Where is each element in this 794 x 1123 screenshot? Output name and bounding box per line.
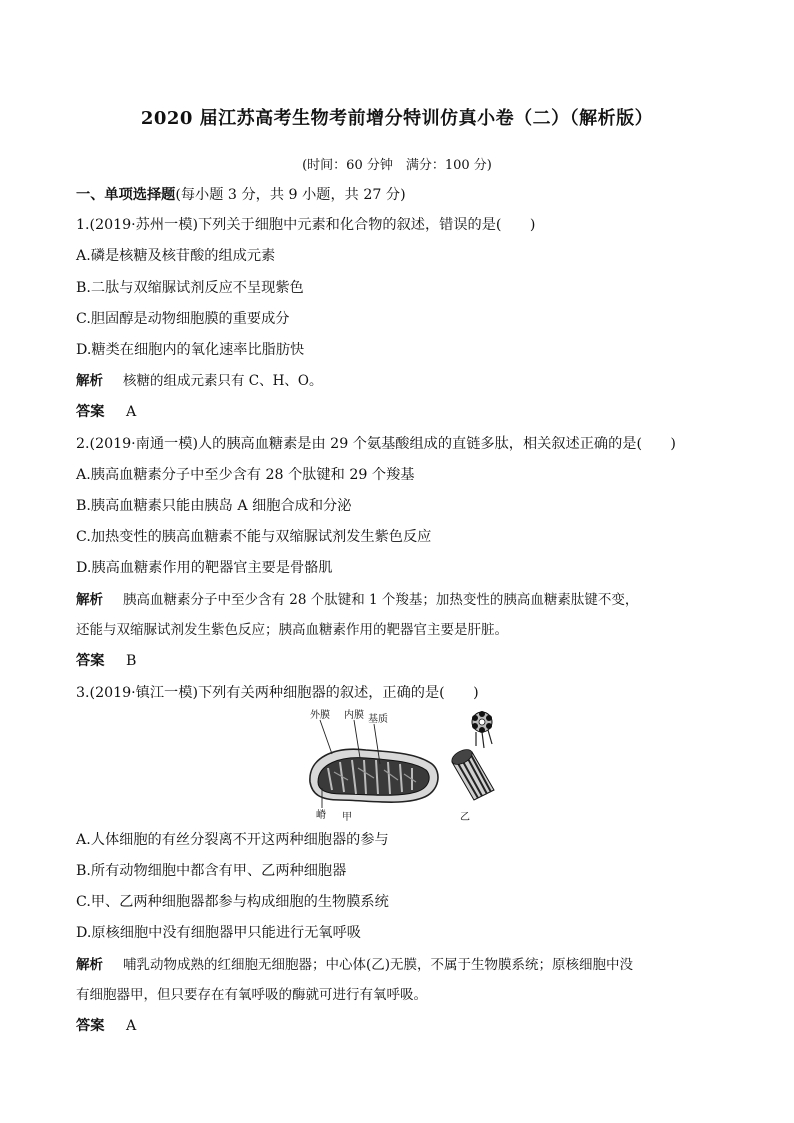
question-1-answer	[76, 402, 136, 422]
answer-label: 答案	[76, 404, 105, 420]
question-3-answer	[76, 1016, 136, 1036]
organelle-figure	[304, 708, 524, 824]
answer-label: 答案	[76, 1018, 105, 1034]
question-2-option-b: B.胰高血糖素只能由胰岛 A 细胞合成和分泌	[76, 498, 352, 514]
centriole-drawing	[449, 711, 494, 800]
question-3-analysis-cont: 有细胞器甲，但只要存在有氧呼吸的酶就可进行有氧呼吸。	[76, 987, 427, 1003]
label-yi: 乙	[460, 812, 470, 823]
label-inner-membrane: 内膜	[344, 710, 364, 721]
label-matrix: 基质	[368, 714, 388, 725]
analysis-label: 解析	[76, 373, 103, 389]
question-3-option-b: B.所有动物细胞中都含有甲、乙两种细胞器	[76, 863, 347, 879]
question-1-option-a: A.磷是核糖及核苷酸的组成元素	[76, 248, 276, 264]
page-title: 2020 届江苏高考生物考前增分特训仿真小卷（二）（解析版）	[140, 108, 654, 129]
question-1-option-d: D.糖类在细胞内的氧化速率比脂肪快	[76, 342, 305, 358]
answer-value: A	[126, 1018, 137, 1034]
question-3-stem: 3.(2019·镇江一模)下列有关两种细胞器的叙述，正确的是( )	[76, 685, 479, 701]
exam-meta: (时间：60 分钟 满分：100 分)	[302, 158, 492, 173]
label-crista: 嵴	[316, 810, 326, 821]
analysis-text: 核糖的组成元素只有 C、H、O。	[123, 373, 323, 389]
question-2-option-a: A.胰高血糖素分子中至少含有 28 个肽键和 29 个羧基	[76, 467, 415, 483]
question-1-stem: 1.(2019·苏州一模)下列关于细胞中元素和化合物的叙述，错误的是( )	[76, 217, 536, 233]
analysis-text: 胰高血糖素分子中至少含有 28 个肽键和 1 个羧基；加热变性的胰高血糖素肽键不变，	[123, 592, 639, 608]
section-title: 一、单项选择题	[76, 187, 176, 203]
question-1-option-c: C.胆固醇是动物细胞膜的重要成分	[76, 311, 290, 327]
label-jia: 甲	[342, 812, 352, 823]
question-2-option-c: C.加热变性的胰高血糖素不能与双缩脲试剂发生紫色反应	[76, 529, 432, 545]
question-1-analysis	[76, 371, 322, 391]
question-2-option-d: D.胰高血糖素作用的靶器官主要是骨骼肌	[76, 560, 333, 576]
question-1-option-b: B.二肽与双缩脲试剂反应不呈现紫色	[76, 280, 304, 296]
answer-value: B	[126, 653, 137, 669]
analysis-text: 哺乳动物成熟的红细胞无细胞器；中心体(乙)无膜，不属于生物膜系统；原核细胞中没	[123, 957, 634, 973]
section-heading	[76, 185, 406, 205]
answer-label: 答案	[76, 653, 105, 669]
mitochondrion-drawing	[310, 720, 438, 808]
question-2-analysis-cont: 还能与双缩脲试剂发生紫色反应；胰高血糖素作用的靶器官主要是肝脏。	[76, 622, 508, 638]
question-2-stem: 2.(2019·南通一模)人的胰高血糖素是由 29 个氨基酸组成的直链多肽，相关叙述正确的是( )	[76, 436, 676, 452]
question-3-option-d: D.原核细胞中没有细胞器甲只能进行无氧呼吸	[76, 925, 361, 941]
question-3-option-a: A.人体细胞的有丝分裂离不开这两种细胞器的参与	[76, 832, 389, 848]
analysis-label: 解析	[76, 957, 103, 973]
question-3-analysis	[76, 955, 633, 975]
answer-value: A	[126, 404, 137, 420]
question-2-analysis	[76, 590, 638, 610]
question-2-answer	[76, 651, 136, 671]
section-note: (每小题 3 分，共 9 小题，共 27 分)	[175, 187, 406, 203]
label-outer-membrane: 外膜	[310, 710, 330, 721]
analysis-label: 解析	[76, 592, 103, 608]
question-3-option-c: C.甲、乙两种细胞器都参与构成细胞的生物膜系统	[76, 894, 389, 910]
